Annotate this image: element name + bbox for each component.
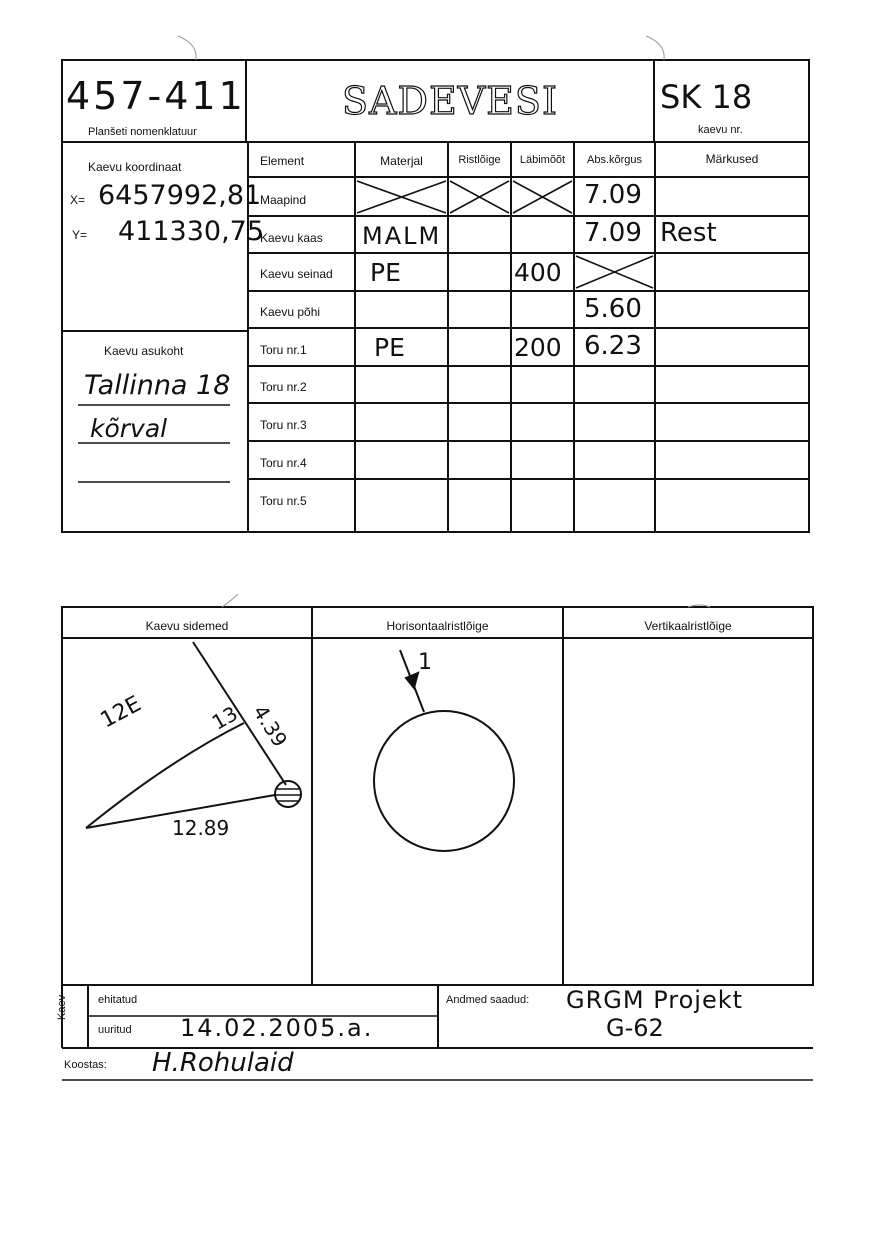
x-coordinate-value: 6457992,81	[98, 180, 262, 211]
row-element: Toru nr.3	[260, 418, 307, 432]
cell-material: PE	[370, 258, 401, 287]
cell-diameter: 400	[514, 258, 562, 287]
row-element: Kaevu kaas	[260, 231, 323, 245]
compiled-by-label: Koostas:	[64, 1059, 107, 1071]
vertical-section-title: Vertikaalristlõige	[644, 619, 732, 633]
data-source-label: Andmed saadud:	[446, 994, 530, 1006]
arrow-label: 1	[418, 650, 432, 675]
compiled-by-value: H.Rohulaid	[152, 1048, 294, 1078]
ties-title: Kaevu sidemed	[145, 619, 229, 633]
surveyed-date: 14.02.2005.a.	[180, 1014, 374, 1042]
well-side-label: Kaev	[56, 994, 68, 1020]
built-label: ehitatud	[98, 994, 138, 1006]
sketch-label: 13	[207, 701, 242, 735]
cell-abs-height: 5.60	[584, 294, 642, 324]
cell-abs-height: 7.09	[584, 180, 642, 210]
col-header-material: Materjal	[380, 154, 423, 168]
coordinates-label: Kaevu koordinaat	[88, 160, 182, 174]
row-element: Toru nr.4	[260, 456, 307, 470]
sketch-label: 4.39	[248, 700, 293, 752]
cell-diameter: 200	[514, 333, 562, 362]
col-header-cross-section: Ristlõige	[458, 154, 501, 166]
col-header-element: Element	[260, 154, 305, 168]
cell-material: MALM	[362, 222, 442, 250]
location-label: Kaevu asukoht	[104, 344, 184, 358]
cell-abs-height: 6.23	[584, 331, 642, 361]
data-source-code: G-62	[606, 1014, 664, 1042]
y-coordinate-value: 411330,75	[118, 216, 265, 247]
sketch-label: 12E	[96, 691, 146, 734]
sketch-label: 12.89	[172, 816, 230, 840]
row-element: Maapind	[260, 193, 307, 207]
row-element: Kaevu põhi	[260, 305, 321, 319]
cell-notes: Rest	[660, 218, 717, 248]
horizontal-section-title: Horisontaalristlõige	[386, 619, 489, 633]
x-label: X=	[70, 193, 86, 207]
row-element: Toru nr.2	[260, 380, 307, 394]
col-header-diameter: Läbimõõt	[519, 154, 566, 166]
col-header-abs-height: Abs.kõrgus	[586, 154, 643, 166]
row-element: Kaevu seinad	[260, 267, 333, 281]
nomenclature-value: 457-411	[66, 74, 246, 118]
well-number-value: SK 18	[660, 78, 753, 116]
nomenclature-label: Planšeti nomenklatuur	[88, 126, 197, 138]
row-element: Toru nr.1	[260, 343, 307, 357]
document-title: SADEVESI	[342, 79, 558, 123]
location-line-2: kõrval	[90, 414, 168, 443]
data-source-value: GRGM Projekt	[566, 986, 744, 1014]
well-number-label: kaevu nr.	[698, 124, 743, 136]
surveyed-label: uuritud	[98, 1024, 132, 1036]
cell-abs-height: 7.09	[584, 218, 642, 248]
y-label: Y=	[72, 228, 88, 242]
location-line-1: Tallinna 18	[84, 370, 231, 401]
cell-material: PE	[374, 333, 405, 362]
row-element: Toru nr.5	[260, 494, 307, 508]
col-header-notes: Märkused	[705, 152, 759, 166]
